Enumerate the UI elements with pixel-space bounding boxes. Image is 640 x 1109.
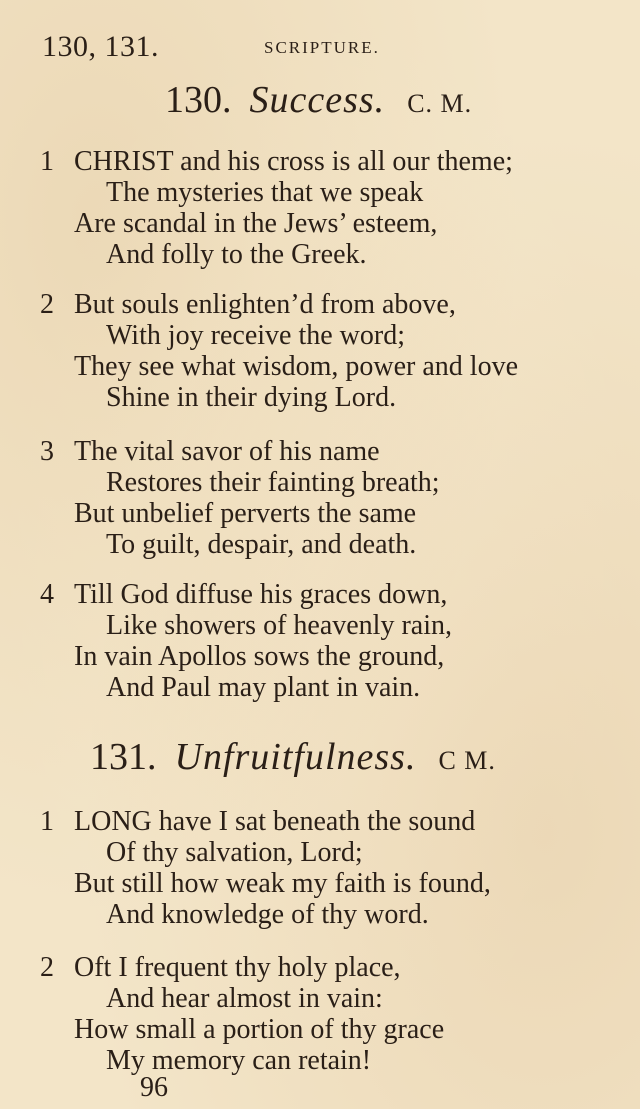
stanza-line (40, 868, 620, 899)
line-text: To guilt, despair, and death. (106, 529, 417, 560)
verse-number: 1 (40, 806, 54, 837)
stanza-line (40, 610, 620, 641)
stanza-line (40, 899, 620, 930)
line-text: My memory can retain! (106, 1045, 372, 1076)
line-text: With joy receive the word; (106, 320, 405, 351)
stanza-line (40, 467, 620, 498)
page-range: 130, 131. (42, 30, 159, 63)
running-head (42, 30, 602, 64)
stanza-line (40, 436, 620, 467)
hymn-meter: C. M. (407, 89, 473, 118)
stanza-line (40, 320, 620, 351)
line-text: But unbelief perverts the same (74, 498, 417, 529)
verse-number: 1 (40, 146, 54, 177)
stanza (40, 436, 620, 560)
stanza (40, 806, 620, 930)
stanza-line (40, 1014, 620, 1045)
hymn-title: Success. (249, 79, 386, 121)
stanza-line (40, 579, 620, 610)
line-text: They see what wisdom, power and love (74, 351, 518, 382)
stanza-line (40, 641, 620, 672)
verse-number: 4 (40, 579, 54, 610)
hymn-number: 130. (165, 79, 232, 121)
page-number: 96 (140, 1072, 168, 1103)
stanza-line (40, 529, 620, 560)
line-text: And knowledge of thy word. (106, 899, 429, 930)
line-text: How small a portion of thy grace (74, 1014, 445, 1045)
line-text: And Paul may plant in vain. (106, 672, 421, 703)
line-text: Restores their fainting breath; (106, 467, 440, 498)
stanza-line (40, 983, 620, 1014)
stanza-line (40, 672, 620, 703)
stanza-line (40, 239, 620, 270)
line-text: And folly to the Greek. (106, 239, 367, 270)
line-text: Till God diffuse his graces down, (74, 579, 448, 610)
stanza (40, 289, 620, 413)
stanza (40, 952, 620, 1076)
section-title: SCRIPTURE. (264, 38, 380, 57)
line-text: In vain Apollos sows the ground, (74, 641, 445, 672)
line-text: But souls enlighten’d from above, (74, 289, 456, 320)
line-text: LONG have I sat beneath the sound (74, 806, 476, 837)
stanza-line (40, 1045, 620, 1076)
line-text: And hear almost in vain: (106, 983, 383, 1014)
line-text: But still how weak my faith is found, (74, 868, 491, 899)
line-text: Of thy salvation, Lord; (106, 837, 363, 868)
hymn-number: 131. (90, 736, 157, 778)
verse-number: 2 (40, 952, 54, 983)
stanza (40, 146, 620, 270)
stanza-line (40, 837, 620, 868)
stanza-line (40, 289, 620, 320)
stanza-line (40, 382, 620, 413)
stanza-line (40, 351, 620, 382)
line-text: The vital savor of his name (74, 436, 380, 467)
stanza-line (40, 806, 620, 837)
line-text: CHRIST and his cross is all our theme; (74, 146, 513, 177)
hymn-title: Unfruitfulness. (174, 736, 417, 778)
stanza-line (40, 146, 620, 177)
stanza (40, 579, 620, 703)
hymn-meter: C M. (438, 746, 496, 775)
stanza-line (40, 208, 620, 239)
hymn-heading (90, 735, 496, 779)
line-text: Are scandal in the Jews’ esteem, (74, 208, 438, 239)
verse-number: 2 (40, 289, 54, 320)
line-text: Shine in their dying Lord. (106, 382, 397, 413)
hymn-heading (165, 78, 472, 122)
stanza-line (40, 498, 620, 529)
stanza-line (40, 177, 620, 208)
verse-number: 3 (40, 436, 54, 467)
stanza-line (40, 952, 620, 983)
line-text: Oft I frequent thy holy place, (74, 952, 401, 983)
line-text: The mysteries that we speak (106, 177, 424, 208)
line-text: Like showers of heavenly rain, (106, 610, 452, 641)
